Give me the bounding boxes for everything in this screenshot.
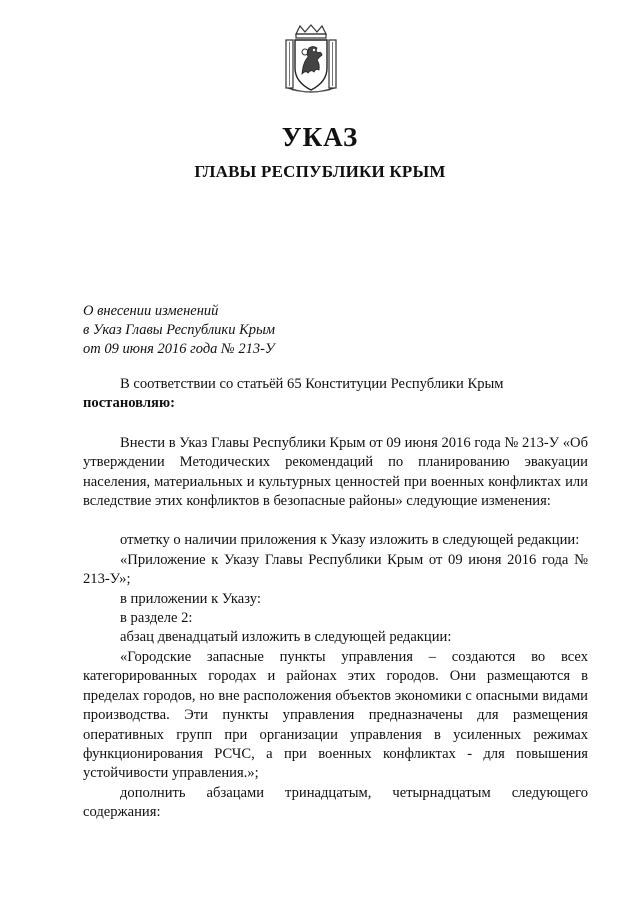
- decree-word: постановляю:: [83, 395, 175, 412]
- preamble-text: В соответствии со статьёй 65 Конституции Республики Крым: [120, 376, 504, 392]
- subject-line: от 09 июня 2016 года № 213-У: [83, 341, 275, 357]
- paragraph: в разделе 2:: [120, 610, 193, 627]
- decree-subject: [83, 302, 275, 359]
- paragraph: «Городские запасные пункты управления – создаются во всех категорированных городах и районах этих городов. Они размещаются в пределах городов, но вне расположения объектов экономики с опасными видами производства. Эти пункты управления предназначены для размещения оперативных групп при организации управления в усиленных режимах функционирования РСЧС, а при военных конфликтах - для повышения устойчивости управления.»;: [83, 648, 588, 782]
- paragraph: абзац двенадцатый изложить в следующей редакции:: [120, 629, 452, 646]
- document-body: [83, 375, 588, 823]
- paragraph: дополнить абзацами тринадцатым, четырнадцатым следующего содержания:: [83, 784, 588, 821]
- paragraph: отметку о наличии приложения к Указу изложить в следующей редакции:: [120, 532, 580, 549]
- paragraph: Внести в Указ Главы Республики Крым от 09 июня 2016 года № 213-У «Об утверждении Методических рекомендаций по планированию эвакуации населения, материальных и культурных ценностей при военных конфликтах или вследствие этих конфликтов в безопасные районы» следующие изменения:: [83, 434, 588, 510]
- document-title: УКАЗ: [281, 122, 359, 152]
- subject-line: в Указ Главы Республики Крым: [83, 322, 276, 338]
- preamble-decree-word: [83, 394, 588, 413]
- document-subtitle: ГЛАВЫ РЕСПУБЛИКИ КРЫМ: [194, 162, 446, 181]
- crimea-coat-of-arms-icon: [284, 24, 338, 94]
- paragraph: в приложении к Указу:: [120, 590, 261, 607]
- subject-line: О внесении изменений: [83, 303, 219, 319]
- paragraph: «Приложение к Указу Главы Республики Крым от 09 июня 2016 года № 213-У»;: [83, 551, 588, 588]
